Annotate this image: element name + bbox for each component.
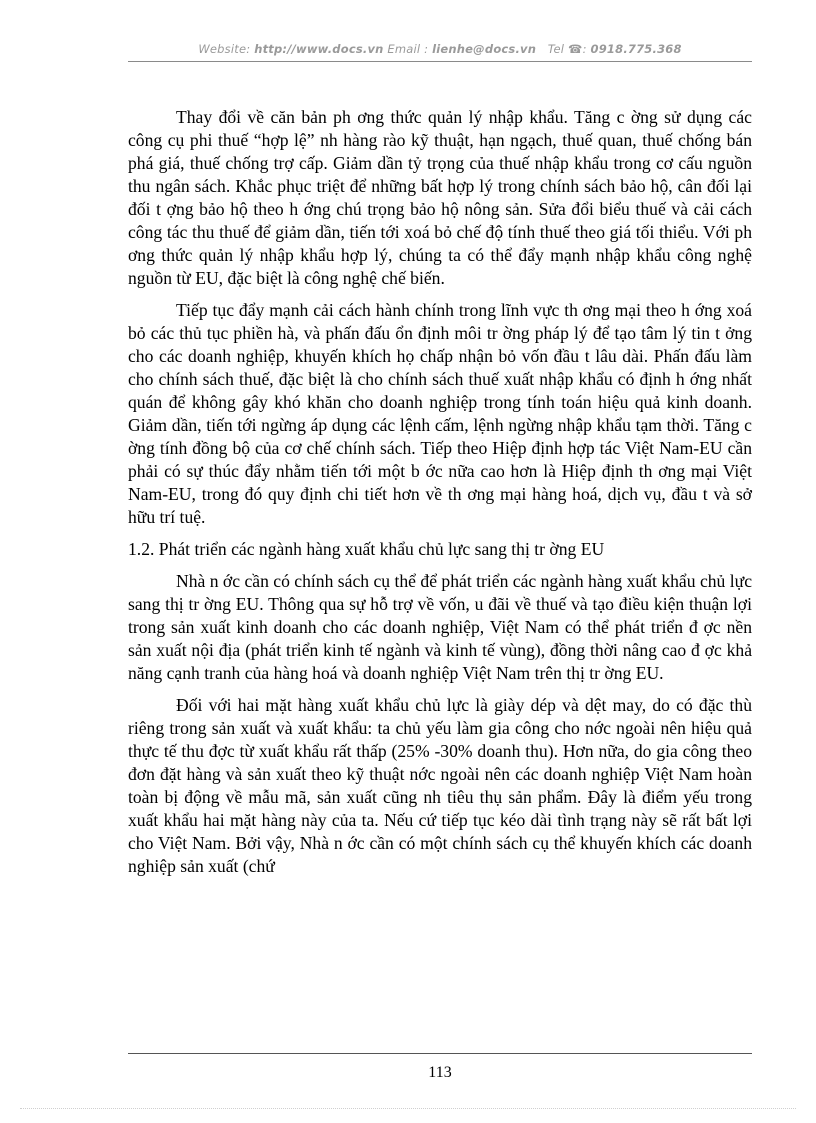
footer-divider	[128, 1053, 752, 1054]
paragraph-import-management: Thay đổi về căn bản ph ơng thức quản lý nhập khẩu. Tăng c ờng sử dụng các công cụ phi thuế “hợp lệ” nh hàng rào kỹ thuật, hạn ngạch, thuế quan, thuế chống bán phá giá, thuế chống trợ cấp. Giảm dần tỷ trọng của thuế nhập khẩu trong cơ cấu nguồn thu ngân sách. Khắc phục triệt để những bất hợp lý trong chính sách bảo hộ, cân đối lại đối t ợng bảo hộ theo h ớng chú trọng bảo hộ nông sản. Sửa đổi biểu thuế và cải cách công tác thu thuế để giảm dần, tiến tới xoá bỏ chế độ tính thuế theo giá tối thiểu. Với ph ơng thức quản lý nhập khẩu hợp lý, chúng ta có thể đẩy mạnh nhập khẩu công nghệ nguồn từ EU, đặc biệt là công nghệ chế biến.	[128, 107, 752, 288]
tel-number: 0918.775.368	[590, 42, 682, 56]
email-link[interactable]: lienhe@docs.vn	[432, 42, 537, 56]
header-divider	[128, 61, 752, 62]
page-body	[128, 106, 752, 887]
section-heading: 1.2. Phát triển các ngành hàng xuất khẩu chủ lực sang thị tr ờng EU	[128, 539, 605, 559]
email-label: Email :	[387, 42, 429, 56]
website-label: Website:	[198, 42, 251, 56]
page-bottom-border	[20, 1108, 796, 1109]
paragraph-administrative-reform: Tiếp tục đẩy mạnh cải cách hành chính trong lĩnh vực th ơng mại theo h ớng xoá bỏ các thủ tục phiền hà, và phấn đấu ổn định môi tr ờng pháp lý để tạo tâm lý tin t ởng cho các doanh nghiệp, khuyến khích họ chấp nhận bỏ vốn đầu t lâu dài. Phấn đấu làm cho chính sách thuế, đặc biệt là cho chính sách thuế xuất nhập khẩu có định h ớng nhất quán để không gây khó khăn cho doanh nghiệp trong tính toán hiệu quả kinh doanh. Giảm dần, tiến tới ngừng áp dụng các lệnh cấm, lệnh ngừng nhập khẩu tạm thời. Tăng c ờng tính đồng bộ của cơ chế chính sách. Tiếp theo Hiệp định hợp tác Việt Nam-EU cần phải có sự thúc đẩy nhằm tiến tới một b ớc nữa cao hơn là Hiệp định th ơng mại Việt Nam-EU, trong đó quy định chi tiết hơn về th ơng mại hàng hoá, dịch vụ, đầu t và sở hữu trí tuệ.	[128, 300, 752, 527]
paragraph-footwear-textile: Đối với hai mặt hàng xuất khẩu chủ lực là giày dép và dệt may, do có đặc thù riêng trong sản xuất và xuất khẩu: ta chủ yếu làm gia công cho nớc ngoài nên hiệu quả thực tế thu đợc từ xuất khẩu rất thấp (25% -30% doanh thu). Hơn nữa, do gia công theo đơn đặt hàng và sản xuất theo kỹ thuật nớc ngoài nên các doanh nghiệp Việt Nam hoàn toàn bị động về mẫu mã, sản xuất cũng nh tiêu thụ sản phẩm. Đây là điểm yếu trong xuất khẩu hai mặt hàng này của ta. Nếu cứ tiếp tục kéo dài tình trạng này sẽ rất bất lợi cho Việt Nam. Bởi vậy, Nhà n ớc cần có một chính sách cụ thể khuyến khích các doanh nghiệp sản xuất (chứ	[128, 695, 752, 876]
page-header	[128, 42, 752, 56]
page-number: 113	[428, 1064, 452, 1081]
website-link[interactable]: http://www.docs.vn	[254, 42, 384, 56]
paragraph-state-policy: Nhà n ớc cần có chính sách cụ thể để phát triển các ngành hàng xuất khẩu chủ lực sang thị tr ờng EU. Thông qua sự hỗ trợ về vốn, u đãi về thuế và tạo điều kiện thuận lợi trong sản xuất kinh doanh cho các doanh nghiệp, Việt Nam có thể phát triển đ ợc nền sản xuất nội địa (phát triển kinh tế ngành và kinh tế vùng), đồng thời nâng cao đ ợc khả năng cạnh tranh của hàng hoá và doanh nghiệp Việt Nam trên thị tr ờng EU.	[128, 571, 752, 683]
tel-label: Tel ☎:	[547, 42, 587, 56]
